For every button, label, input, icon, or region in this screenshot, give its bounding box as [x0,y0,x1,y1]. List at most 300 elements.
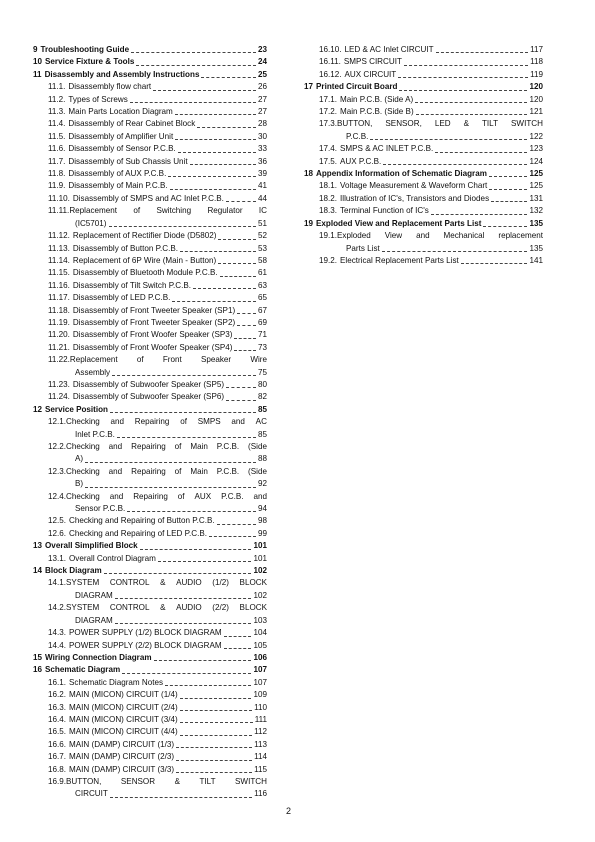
toc-leader-dots [110,797,252,798]
toc-entry-number: 19.1. [319,231,338,241]
toc-leader-dots [115,623,252,624]
toc-entry-number: 11.17. [48,293,70,303]
toc-entry-title: Disassembly of Subwoofer Speaker (SP6) [72,392,225,402]
toc-leader-dots [190,164,256,165]
toc-leader-dots [168,176,256,177]
toc-word: (Side [248,442,267,451]
toc-word: BUTTON, [66,776,102,786]
toc-subsection-entry [304,205,543,217]
toc-entry-title: Schematic Diagram [45,665,121,675]
toc-subsection-entry [33,131,267,143]
toc-subsection-entry [33,342,267,354]
toc-subsection-entry [33,726,267,738]
toc-subsection-entry [33,81,267,93]
toc-entry-line [33,491,267,503]
toc-page-number: 104 [253,628,267,638]
toc-entry-title: SMPS & AC INLET P.C.B. [340,144,434,154]
toc-word: and [109,491,124,501]
toc-page-number: 135 [529,243,543,253]
toc-entry-title [66,577,267,589]
toc-subsection-entry [33,156,267,168]
toc-leader-dots [104,573,252,574]
toc-subsection-entry [33,292,267,304]
toc-entry-number: 11 [33,69,42,79]
toc-page-number: 67 [257,305,267,315]
toc-subsection-entry [33,751,267,763]
toc-entry-number: 11.11. [48,206,70,216]
toc-page-number: 27 [257,107,267,117]
toc-subsection-entry [33,267,267,279]
toc-page-number: 121 [529,107,543,117]
toc-entry-number: 19 [304,218,314,228]
toc-leader-dots [461,263,528,264]
toc-word: BUTTON, [337,119,373,129]
toc-leader-dots [131,52,256,53]
toc-entry-title: Schematic Diagram Notes [69,677,164,687]
toc-word: Checking [66,417,100,427]
toc-leader-dots [226,400,256,401]
toc-page-number: 120 [529,94,543,104]
toc-entry-title: Overall Control Diagram [69,553,156,563]
toc-page-number: 52 [257,231,267,241]
toc-entry-title: Disassembly of Front Woofer Speaker (SP3) [72,330,233,340]
toc-leader-dots [170,189,256,190]
toc-entry-number: 15 [33,652,43,662]
toc-entry-line [33,354,267,366]
toc-word: P.C.B. [216,466,240,476]
toc-leader-dots [180,710,252,711]
toc-word: SWITCH [235,776,267,786]
toc-entry-number: 11.15. [48,268,70,278]
toc-word: Checking [66,466,100,476]
toc-entry-title-cont: CIRCUIT [75,789,108,799]
toc-entry-title: AUX CIRCUIT [344,69,397,79]
toc-entry-number: 16.7. [48,752,67,762]
toc-leader-dots [370,139,527,140]
toc-entry-line [33,590,267,602]
toc-entry-number: 14.1. [48,578,67,588]
toc-entry-line [33,776,267,788]
toc-section-entry [33,540,267,552]
toc-page-number: 101 [253,553,267,563]
toc-page-number: 135 [529,218,543,228]
toc-entry-title: Main Parts Location Diagram [68,107,173,117]
toc-word: SENSOR [120,776,156,786]
page-number: 2 [286,806,292,816]
toc-section-entry [33,664,267,676]
toc-page-number: 141 [529,255,543,265]
toc-word: and [110,417,125,427]
toc-entry-number: 11.24. [48,392,70,402]
toc-subsection-entry [33,764,267,776]
toc-entry-wrapped [33,491,267,516]
toc-subsection-entry [33,714,267,726]
toc-word: TILT [199,776,216,786]
toc-entry-wrapped [33,602,267,627]
toc-entry-wrapped [304,118,543,143]
toc-page-number: 125 [529,181,543,191]
toc-entry-title-cont: A) [75,454,84,464]
toc-subsection-entry [33,317,267,329]
toc-word: & [160,578,166,588]
toc-entry-title: Disassembly of Tilt Switch P.C.B. [72,280,192,290]
toc-leader-dots [175,114,256,115]
toc-subsection-entry [33,689,267,701]
toc-word: SYSTEM [66,578,100,588]
toc-page-number: 82 [257,392,267,402]
toc-entry-number: 16.4. [48,714,67,724]
toc-entry-line [33,478,267,490]
toc-page-number: 85 [257,404,267,414]
toc-word: Mechanical [443,231,485,241]
toc-word: LED [434,119,451,129]
toc-section-entry [304,168,543,180]
toc-entry-title: Disassembly of Button P.C.B. [72,243,179,253]
toc-entry-number: 11.4. [48,119,66,129]
toc-subsection-entry [304,56,543,68]
toc-entry-number: 12 [33,404,43,414]
toc-page-number: 92 [257,479,267,489]
toc-entry-title: Disassembly of Subwoofer Speaker (SP5) [72,379,225,389]
toc-page-number: 107 [253,677,267,687]
toc-word: (2/2) [212,603,229,613]
toc-leader-dots [489,189,527,190]
toc-entry-title: Disassembly of Rear Cabinet Block [68,119,196,129]
toc-leader-dots [435,152,527,153]
toc-entry-title-cont: DIAGRAM [75,590,113,600]
toc-entry-title-cont: P.C.B. [346,131,369,141]
toc-entry-number: 14.3. [48,628,67,638]
toc-subsection-entry [304,193,543,205]
toc-section-entry [304,81,543,93]
toc-page-number: 122 [529,131,543,141]
toc-word: and [416,231,430,241]
toc-page-number: 116 [254,789,267,799]
toc-leader-dots [175,139,256,140]
toc-entry-title: Disassembly of Front Tweeter Speaker (SP2) [72,317,236,327]
toc-leader-dots [130,102,256,103]
toc-entry-number: 16.10. [319,45,342,54]
toc-word: Front [162,355,182,365]
toc-leader-dots [180,735,252,736]
toc-entry-wrapped [33,466,267,491]
toc-leader-dots [218,239,256,240]
toc-entry-number: 17.5. [319,156,338,166]
toc-leader-dots [404,65,528,66]
toc-right-column [304,44,543,267]
toc-word: replacement [498,231,543,241]
toc-entry-title: Voltage Measurement & Waveform Chart [340,181,488,191]
toc-leader-dots [201,77,256,78]
toc-page-number: 124 [529,156,543,166]
toc-entry-number: 18 [304,169,314,179]
toc-entry-title [66,416,267,428]
toc-entry-number: 12.5. [48,516,67,526]
toc-entry-wrapped [33,416,267,441]
toc-word: & [160,603,166,613]
toc-subsection-entry [33,243,267,255]
toc-entry-title: Types of Screws [68,94,128,104]
toc-subsection-entry [33,106,267,118]
toc-entry-title [70,354,267,366]
toc-entry-title: MAIN (MICON) CIRCUIT (3/4) [69,714,178,724]
toc-page-number: 106 [253,652,267,662]
toc-entry-number: 11.12. [48,231,70,241]
toc-entry-line [33,577,267,589]
toc-page-number: 112 [254,727,267,737]
toc-word: AUDIO [176,603,202,613]
toc-subsection-entry [33,391,267,403]
toc-page-number: 94 [257,504,267,514]
toc-leader-dots [491,201,527,202]
toc-word: & [174,776,180,786]
toc-entry-number: 11.16. [48,280,70,290]
toc-subsection-entry [33,640,267,652]
toc-entry-title: Electrical Replacement Parts List [340,255,459,265]
toc-word: TILT [481,119,499,129]
toc-entry-line [33,788,267,800]
toc-entry-title: Troubleshooting Guide [40,45,130,54]
toc-word: Wire [250,355,267,365]
toc-subsection-entry [33,553,267,565]
toc-word: Repairing [134,417,170,427]
toc-leader-dots [415,102,527,103]
toc-entry-title-cont: Sensor P.C.B. [75,504,126,514]
toc-entry-title: Exploded View and Replacement Parts List [316,218,482,228]
toc-entry-title: Printed Circuit Board [316,82,398,92]
toc-page-number: 53 [257,243,267,253]
toc-left-column [33,44,267,801]
toc-entry-number: 17.3. [319,119,338,129]
toc-leader-dots [112,375,256,376]
toc-leader-dots [158,561,252,562]
toc-entry-wrapped [33,354,267,379]
toc-word: Repairing [131,442,166,451]
toc-page-number: 39 [257,169,267,179]
toc-page-number: 118 [530,57,543,67]
toc-page-number: 123 [529,144,543,154]
toc-entry-title: Replacement of 6P Wire (Main - Button) [72,255,217,265]
toc-page-number: 75 [257,367,267,377]
toc-entry-title: Main P.C.B. (Side A) [340,94,414,104]
toc-entry-number: 17.4. [319,144,338,154]
toc-entry-number: 11.23. [48,379,70,389]
toc-leader-dots [154,660,252,661]
toc-leader-dots [110,412,256,413]
toc-leader-dots [224,648,252,649]
toc-entry-title: Disassembly of Front Tweeter Speaker (SP1) [72,305,236,315]
toc-entry-wrapped [33,776,267,801]
toc-entry-title: Overall Simplified Block [45,541,138,551]
toc-page-number: 107 [253,665,267,675]
toc-leader-dots [237,313,256,314]
toc-entry-line [33,602,267,614]
toc-page-number: 24 [257,57,267,67]
toc-page-number: 61 [257,268,267,278]
toc-page-number: 99 [257,528,267,538]
toc-entry-number: 11.2. [48,94,66,104]
toc-entry-title: Illustration of IC's, Transistors and Diodes [340,193,490,203]
toc-subsection-entry [33,515,267,527]
toc-leader-dots [489,176,528,177]
toc-leader-dots [176,760,252,761]
toc-word: of [174,466,182,476]
toc-entry-title-cont: B) [75,479,84,489]
toc-entry-title: LED & AC Inlet CIRCUIT [344,45,434,54]
toc-entry-title: Disassembly of Sub Chassis Unit [68,156,188,166]
toc-entry-line [304,243,543,255]
toc-leader-dots [436,52,529,53]
toc-page-number: 120 [529,82,543,92]
toc-entry-number: 13 [33,541,43,551]
toc-leader-dots [117,437,256,438]
toc-entry-title: MAIN (MICON) CIRCUIT (4/4) [69,727,178,737]
toc-entry-title-cont: Inlet P.C.B. [75,429,115,439]
toc-leader-dots [483,226,527,227]
toc-page-number: 30 [257,131,267,141]
toc-entry-number: 11.21. [48,342,70,352]
toc-leader-dots [416,114,528,115]
toc-entry-number: 11.10. [48,193,70,203]
toc-entry-line [33,615,267,627]
toc-subsection-entry [33,677,267,689]
toc-subsection-entry [33,180,267,192]
toc-leader-dots [234,350,256,351]
toc-subsection-entry [304,94,543,106]
toc-leader-dots [109,226,256,227]
toc-word: CONTROL [109,578,150,588]
toc-entry-line [304,118,543,130]
toc-leader-dots [218,263,256,264]
toc-entry-title: POWER SUPPLY (2/2) BLOCK DIAGRAM [69,640,222,650]
toc-word: Checking [66,491,100,501]
toc-entry-wrapped [33,577,267,602]
toc-page-number: 114 [254,752,267,762]
toc-entry-title: AUX P.C.B. [340,156,382,166]
toc-page-number: 27 [257,94,267,104]
toc-subsection-entry [33,702,267,714]
toc-word: & [463,119,469,129]
toc-word: of [136,355,144,365]
toc-entry-title: SMPS CIRCUIT [343,57,402,67]
toc-entry-number: 14 [33,566,43,576]
toc-page-number: 111 [254,714,267,724]
toc-leader-dots [140,549,252,550]
toc-page-number: 65 [257,293,267,303]
toc-leader-dots [176,747,252,748]
toc-leader-dots [178,152,256,153]
toc-word: and [231,417,245,427]
toc-entry-number: 16.1. [48,677,67,687]
toc-section-entry [33,565,267,577]
toc-page-number: 132 [529,206,543,216]
toc-entry-number: 11.3. [48,107,66,117]
toc-leader-dots [153,90,256,91]
toc-entry-number: 13.1. [48,553,67,563]
toc-page-number: 103 [253,615,267,625]
toc-entry-title: MAIN (MICON) CIRCUIT (2/4) [69,702,178,712]
toc-entry-title: Service Position [45,404,108,414]
toc-page-number: 102 [253,590,267,600]
toc-section-entry [33,652,267,664]
toc-entry-number: 19.2. [319,255,338,265]
toc-entry-title: MAIN (DAMP) CIRCUIT (3/3) [69,764,175,774]
toc-leader-dots [115,598,252,599]
toc-word: View [384,231,403,241]
toc-entry-number: 12.1. [48,417,67,427]
toc-entry-title [337,118,543,130]
toc-subsection-entry [304,69,543,81]
toc-entry-number: 16.9. [48,776,67,786]
toc-page-number: 109 [253,690,267,700]
toc-entry-number: 16.2. [48,690,67,700]
toc-entry-title: Disassembly of Amplifier Unit [68,131,174,141]
toc-entry-number: 17.1. [319,94,338,104]
toc-entry-number: 16.11. [319,57,341,67]
toc-word: IC [258,206,267,216]
toc-word: AC [255,417,267,427]
toc-leader-dots [172,301,256,302]
toc-subsection-entry [33,94,267,106]
toc-entry-line [33,453,267,465]
toc-page-number: 117 [530,45,543,54]
toc-entry-number: 11.7. [48,156,66,166]
toc-section-entry [33,56,267,68]
toc-page-number: 88 [257,454,267,464]
toc-leader-dots [237,325,256,326]
toc-subsection-entry [33,143,267,155]
toc-entry-wrapped [33,441,267,466]
toc-leader-dots [224,636,252,637]
toc-entry-line [33,466,267,478]
toc-page-number: 73 [257,342,267,352]
toc-entry-title: Disassembly of Front Woofer Speaker (SP4) [72,342,233,352]
toc-word: (Side [248,466,267,476]
toc-word: Exploded [337,231,371,241]
toc-section-entry [33,44,267,56]
toc-entry-number: 12.4. [48,491,67,501]
toc-page-number: 28 [257,119,267,129]
toc-leader-dots [176,772,252,773]
toc-leader-dots [193,288,256,289]
toc-word: SYSTEM [66,603,100,613]
toc-subsection-entry [304,180,543,192]
toc-leader-dots [180,251,256,252]
toc-word: BLOCK [239,603,267,613]
toc-subsection-entry [33,305,267,317]
toc-entry-title-cont: (IC5701) [75,218,107,228]
toc-page-number: 33 [257,144,267,154]
toc-entry-title: Disassembly flow chart [68,82,152,92]
toc-leader-dots [180,722,253,723]
toc-word: BLOCK [239,578,267,588]
toc-entry-line [304,131,543,143]
toc-word: P.C.B. [216,442,240,451]
toc-subsection-entry [33,329,267,341]
toc-leader-dots [399,90,527,91]
toc-page-number: 71 [257,330,267,340]
toc-page-number: 113 [254,739,267,749]
toc-entry-number: 11.5. [48,131,66,141]
toc-entry-title: Disassembly of Bluetooth Module P.C.B. [72,268,218,278]
toc-entry-title [66,776,267,788]
toc-leader-dots [209,536,256,537]
toc-entry-number: 11.9. [48,181,66,191]
toc-entry-number: 16.3. [48,702,67,712]
toc-subsection-entry [33,255,267,267]
toc-leader-dots [234,338,256,339]
toc-leader-dots [220,276,256,277]
